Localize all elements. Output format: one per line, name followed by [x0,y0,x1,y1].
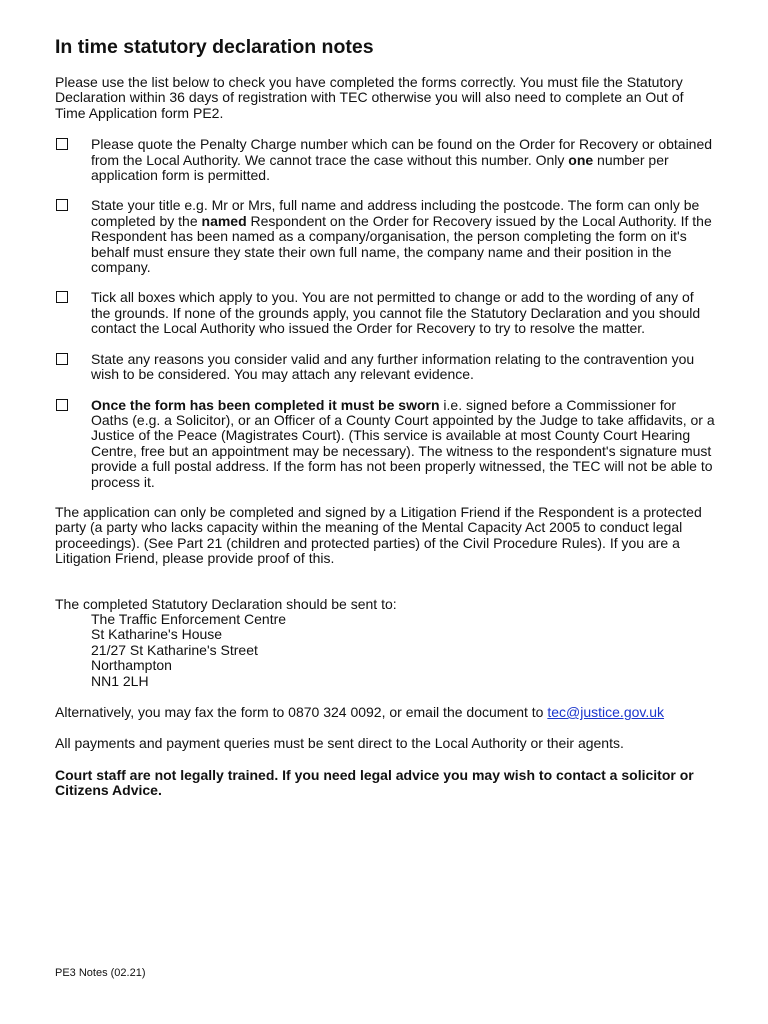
checkbox[interactable] [56,399,68,411]
send-to-intro: The completed Statutory Declaration should be sent to: [55,595,397,612]
alternative-contact: Alternatively, you may fax the form to 0870 324 0092, or email the document to tec@justice.gov.uk [55,704,665,720]
checklist-item [55,352,715,383]
checklist-text: Once the form has been completed it must be sworn i.e. signed before a Commissioner for Oaths (e.g. a Solicitor), or an Officer of a County Court appointed by the Judge to take affidavits, or a Justice of the Peace (Magistrates Court). (This service is available at most County Court Hearing Centre, free but an appointment may be necessary). The witness to the respondent's signature must provide a full postal address. If the form has not been properly witnessed, the TEC will not be able to process it. [91,396,715,490]
document-page [55,35,715,815]
address-line: The Traffic Enforcement Centre [91,610,287,627]
checkbox[interactable] [56,199,68,211]
emphasis: named [201,212,247,229]
checklist-text: State your title e.g. Mr or Mrs, full name and address including the postcode. The form can only be completed by the named Respondent on the Order for Recovery issued by the Local Authority. If the Respondent has been named as a company/organisation, the person completing the form on it's behalf must ensure they state their own full name, the company name and their position in the company. [91,197,712,276]
legal-advice-notice: Court staff are not legally trained. If you need legal advice you may wish to contact a solicitor or Citizens Advice. [55,766,694,799]
intro-paragraph: Please use the list below to check you have completed the forms correctly. You must file the Statutory Declaration within 36 days of registration with TEC otherwise you will also need to complete an Out of Time Application form PE2. [55,74,684,121]
form-reference: PE3 Notes (02.21) [55,967,146,979]
checkbox[interactable] [56,138,68,150]
litigation-friend-paragraph: The application can only be completed and signed by a Litigation Friend if the Respondent is a protected party (a party who lacks capacity within the meaning of the Mental Capacity Act 2005 to conduct legal proceedings). (See Part 21 (children and protected parties) of the Civil Procedure Rules). If you are a Litigation Friend, please provide proof of this. [55,503,702,567]
checklist-item [55,290,715,336]
address-line: 21/27 St Katharine's Street [91,641,258,658]
checklist-item [55,137,715,183]
payments-paragraph: All payments and payment queries must be sent direct to the Local Authority or their agents. [55,735,624,752]
page-title: In time statutory declaration notes [55,36,374,58]
emphasis: one [568,151,594,168]
postal-address [91,612,715,689]
email-link[interactable]: tec@justice.gov.uk [547,704,665,720]
address-line: Northampton [91,657,172,674]
checklist [55,137,715,490]
checklist-item [55,398,715,490]
checklist-item [55,198,715,275]
checkbox[interactable] [56,353,68,365]
checklist-text: Tick all boxes which apply to you. You are not permitted to change or add to the wording of any of the grounds. If none of the grounds apply, you cannot file the Statutory Declaration and you should contact the Local Authority who issued the Order for Recovery to try to resolve the matter. [91,289,701,337]
emphasis: Once the form has been completed it must be sworn [91,396,440,413]
checkbox[interactable] [56,291,68,303]
address-line: St Katharine's House [91,626,223,643]
checklist-text: State any reasons you consider valid and any further information relating to the contravention you wish to be considered. You may attach any relevant evidence. [91,350,695,383]
address-line: NN1 2LH [91,672,149,689]
checklist-text: Please quote the Penalty Charge number which can be found on the Order for Recovery or obtained from the Local Authority. We cannot trace the case without this number. Only one number per application form is permitted. [91,136,713,184]
